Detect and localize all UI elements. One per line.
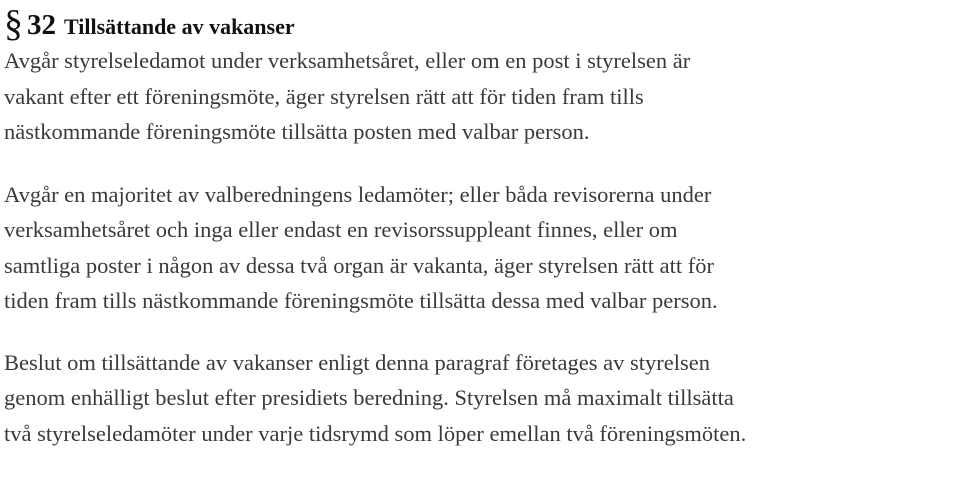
section-title: Tillsättande av vakanser [64,14,295,39]
paragraph-line: tiden fram tills nästkommande föreningsmöte tillsätta dessa med valbar person. [4,288,718,313]
paragraph-line: två styrelseledamöter under varje tidsrymd som löper emellan två föreningsmöten. [4,420,747,446]
section-number: 32 [27,9,56,41]
paragraph-line: nästkommande föreningsmöte tillsätta posten med valbar person. [4,119,590,144]
paragraph-line: Avgår styrelseledamot under verksamhetsåret, eller om en post i styrelsen är [4,48,691,73]
paragraph-line: samtliga poster i någon av dessa två organ är vakanta, äger styrelsen rätt att för [4,252,714,278]
document-page [4,0,956,451]
paragraph-nomination-auditors [4,177,956,319]
paragraph-vacant-board-post [4,43,956,150]
paragraph-line: genom enhälligt beslut efter presidiets beredning. Styrelsen må maximalt tillsätta [4,385,734,410]
paragraph-line: Beslut om tillsättande av vakanser enligt denna paragraf företages av styrelsen [4,349,710,375]
paragraph-decision-rules [4,345,956,452]
paragraph-line: Avgår en majoritet av valberedningens ledamöter; eller båda revisorerna under [4,181,712,207]
section-heading [4,2,956,45]
paragraph-line: vakant efter ett föreningsmöte, äger styrelsen rätt att för tiden fram tills [4,83,644,109]
paragraph-line: verksamhetsåret och inga eller endast en revisorssuppleant finnes, eller om [4,217,678,242]
section-sign: § [4,3,23,45]
